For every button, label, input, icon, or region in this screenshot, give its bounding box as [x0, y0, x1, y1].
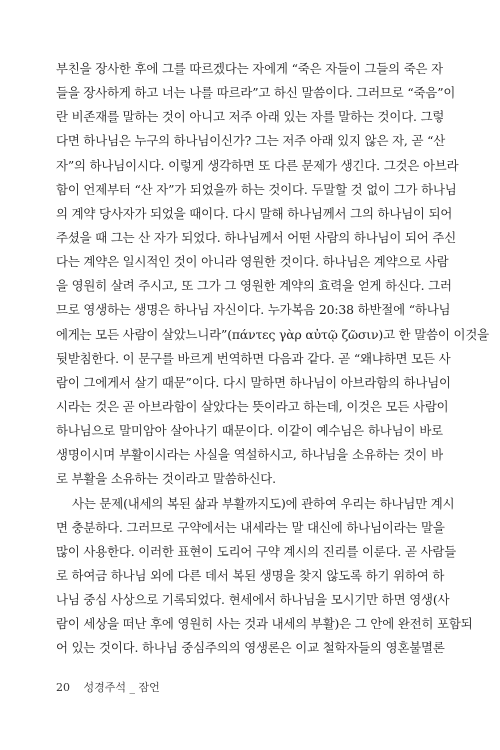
text-line: 람이 그에게서 살기 때문”이다. 다시 말하면 하나님이 아브라함의 하나님이 [56, 374, 451, 390]
text-line: 로 하여금 하나님 외에 다른 데서 복된 생명을 찾지 않도록 하기 위하여 하 [56, 567, 445, 583]
page-number: 20 [56, 681, 70, 694]
text-line: 나님 중심 사상으로 기록되었다. 현세에서 하나님을 모시기만 하면 영생(사 [56, 592, 450, 608]
text-line: 의 계약 당사자가 되었을 때이다. 다시 말해 하나님께서 그의 하나님이 되어 [56, 205, 453, 221]
text-line: 어 있는 것이다. 하나님 중심주의의 영생론은 이교 철학자들의 영혼불멸론 [56, 640, 445, 656]
text-line: 들을 장사하게 하고 너는 나를 따르라”고 하신 말씀이다. 그러므로 “죽음”이 [56, 85, 456, 101]
text-line: 을 영원히 살려 주시고, 또 그가 그 영원한 계약의 효력을 얻게 하신다. 그러 [56, 278, 452, 294]
text-line: 람이 세상을 떠난 후에 영원히 사는 것과 내세의 부활)은 그 안에 완전히 포함되 [56, 616, 473, 632]
running-title: 성경주석 _ 잠언 [83, 681, 160, 694]
body-text [56, 57, 489, 661]
text-line: 생명이시며 부활이시라는 사실을 역설하시고, 하나님을 소유하는 것이 바 [56, 447, 443, 463]
text-line: 주셨을 때 그는 산 자가 되었다. 하나님께서 어떤 사람의 하나님이 되어 주신 [56, 229, 457, 245]
text-line: 란 비존재를 말하는 것이 아니고 저주 아래 있는 자를 말하는 것이다. 그렇 [56, 109, 445, 125]
paragraph [56, 57, 489, 492]
text-line: 하나님으로 말미암아 살아나기 때문이다. 이같이 예수님은 하나님이 바로 [56, 423, 443, 439]
text-line: 므로 영생하는 생명은 하나님 자신이다. 누가복음 20:38 하반절에 “하나님 [56, 302, 451, 318]
text-line: 에게는 모든 사람이 살았느니라”(πάντες γὰρ αὐτῷ ζῶσιν)고 한 말씀이 이것을 [56, 326, 489, 342]
paragraph [56, 492, 473, 661]
text-line: 뒷받침한다. 이 문구를 바르게 번역하면 다음과 같다. 곧 “왜냐하면 모든 사 [56, 350, 451, 366]
text-line: 다는 계약은 일시적인 것이 아니라 영원한 것이다. 하나님은 계약으로 사람 [56, 254, 449, 270]
text-line: 사는 문제(내세의 복된 삶과 부활까지도)에 관하여 우리는 하나님만 계시 [72, 495, 455, 511]
text-line: 다면 하나님은 누구의 하나님이신가? 그는 저주 아래 있지 않은 자, 곧 “산 [56, 133, 446, 149]
text-line: 부친을 장사한 후에 그를 따르겠다는 자에게 “죽은 자들이 그들의 죽은 자 [56, 61, 443, 76]
text-line: 시라는 것은 곧 아브라함이 살았다는 뜻이라고 하는데, 이것은 모든 사람이 [56, 398, 449, 414]
text-line: 자”의 하나님이시다. 이렇게 생각하면 또 다른 문제가 생긴다. 그것은 아브라 [56, 157, 459, 173]
text-line: 로 부활을 소유하는 것이라고 말씀하신다. [56, 471, 276, 487]
text-line: 많이 사용한다. 이러한 표현이 도리어 구약 계시의 진리를 이룬다. 곧 사람들 [56, 543, 457, 559]
text-line: 면 충분하다. 그러므로 구약에서는 내세라는 말 대신에 하나님이라는 말을 [56, 519, 445, 535]
text-line: 함이 언제부터 “산 자”가 되었을까 하는 것이다. 두말할 것 없이 그가 하나님 [56, 181, 457, 197]
page-footer [56, 679, 160, 695]
